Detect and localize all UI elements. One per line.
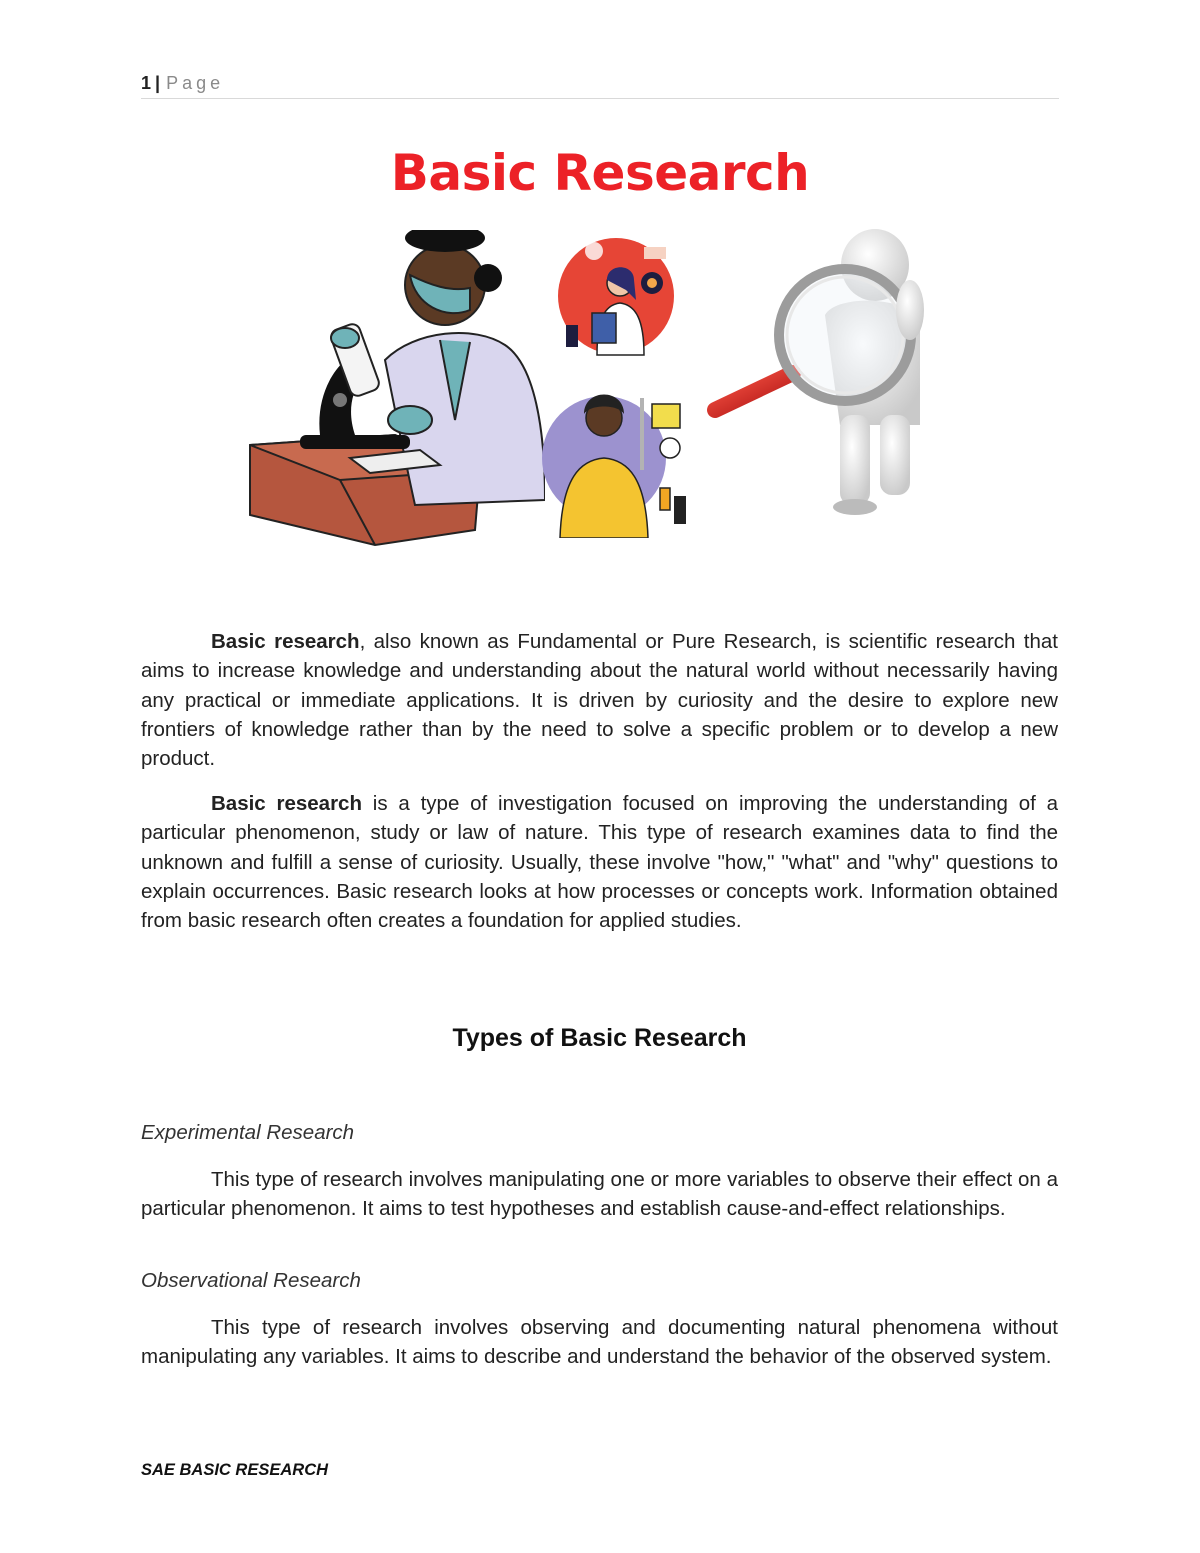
page-header: [141, 70, 1059, 99]
scientist-microscope-illustration: [245, 230, 545, 550]
page-word: Page: [166, 73, 225, 93]
page-number: 1: [141, 73, 152, 93]
title-banner: [240, 130, 960, 560]
page-number-label: [141, 73, 224, 94]
banner-title: Basic Research: [390, 144, 810, 202]
page-separator: |: [155, 73, 161, 93]
hazmat-researcher-circle-illustration: [540, 378, 700, 538]
subheading-observational: Observational Research: [141, 1269, 361, 1292]
intro-p2-text: is a type of investigation focused on improving the understanding of a particular phenomenon, study or law of nature. This type of research examines data to find the unknown and fulfill a sense of curiosity. Usually, these involve "how," "what" and "why" questions to explain occurrences. Basic research looks at how processes or concepts work. Information obtained from basic research often creates a foundation for applied studies.: [141, 792, 1058, 933]
intro-p1-text: , also known as Fundamental or Pure Research, is scientific research that aims to increase knowledge and understanding about the natural world without necessarily having any practical or immediate applications. It is driven by curiosity and the desire to explore new frontiers of knowledge rather than by the need to solve a specific problem or to develop a new product.: [141, 630, 1058, 771]
intro-paragraph-1: [141, 627, 1058, 773]
intro-paragraph-2: [141, 789, 1058, 935]
subheading-experimental: Experimental Research: [141, 1121, 355, 1144]
page-footer: SAE BASIC RESEARCH: [141, 1461, 329, 1479]
intro-p1-bold: Basic research: [211, 630, 360, 653]
magnifying-glass-figure-illustration: [705, 225, 955, 525]
section-title: Types of Basic Research: [452, 1024, 747, 1052]
intro-p2-bold: Basic research: [211, 792, 362, 815]
observational-paragraph: This type of research involves observing and documenting natural phenomena without manipulating any variables. It aims to describe and understand the behavior of the observed system.: [141, 1316, 1058, 1369]
lab-researcher-circle-illustration: [552, 235, 682, 360]
experimental-paragraph: This type of research involves manipulating one or more variables to observe their effect on a particular phenomenon. It aims to test hypotheses and establish cause-and-effect relationships.: [141, 1168, 1058, 1221]
